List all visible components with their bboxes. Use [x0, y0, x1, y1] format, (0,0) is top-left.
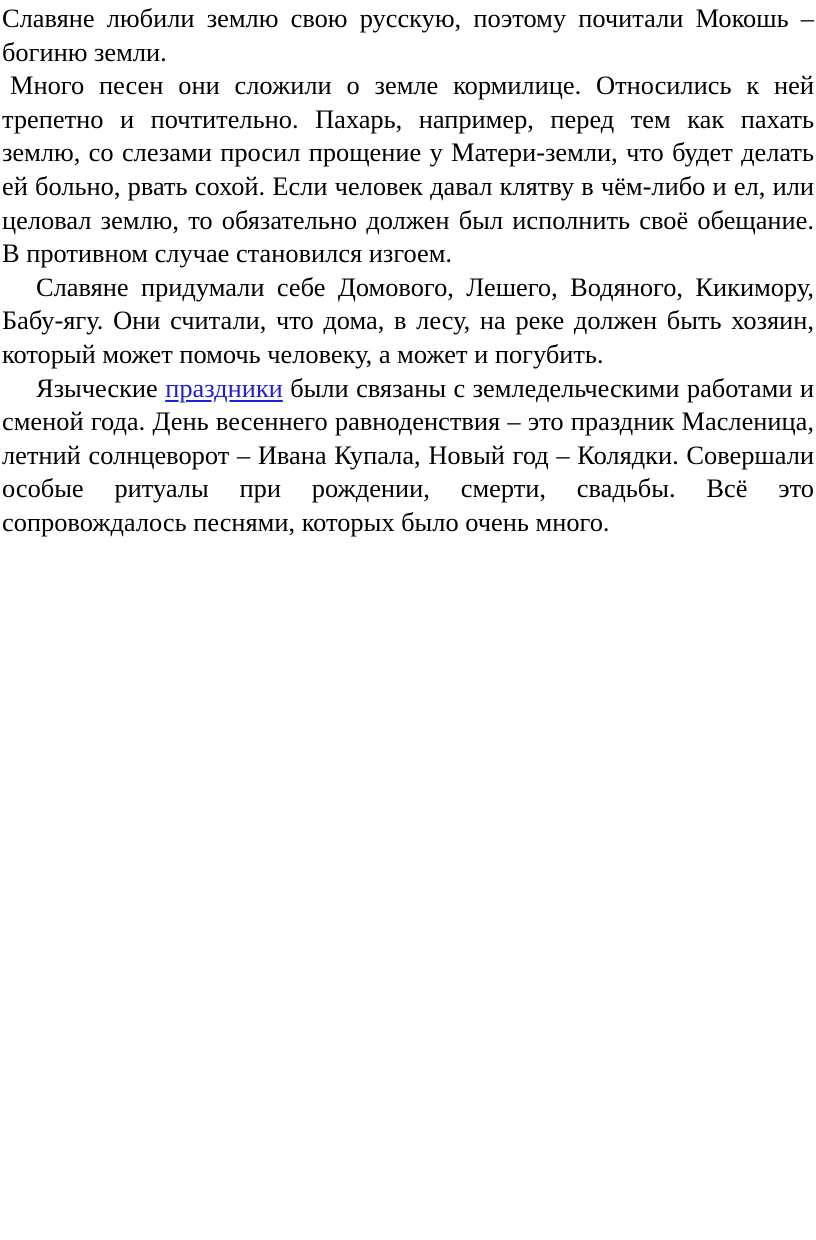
- paragraph-spirits: Славяне придумали себе Домового, Лешего, Водяного, Кикимору, Бабу-ягу. Они считали, что дома, в лесу, на реке должен быть хозяин, который может помочь человеку, а может и погубить.: [2, 271, 814, 369]
- paragraph-mokosh: Славяне любили землю свою русскую, поэтому почитали Мокошь – богиню земли.: [2, 3, 814, 67]
- paragraph-earth-songs: Много песен они сложили о земле кормилице. Относились к ней трепетно и почтительно. Пахарь, например, перед тем как пахать землю, со слезами просил прощение у Матери-земли, что будет делать ей больно, рвать сохой. Если человек давал клятву в чём-либо и ел, или целовал землю, то обязательно должен был исполнить своё обещание. В противном случае становился изгоем.: [2, 70, 814, 269]
- paragraph-holidays-start: Языческие: [36, 372, 166, 403]
- paragraph-holidays-rest: были связаны с земледельческими работами и сменой года. День весеннего равноденствия – это праздник Масленица, летний солнцеворот – Ивана Купала, Новый год – Колядки. Совершали особые ритуалы при рождении, смерти, свадьбы. Всё это сопровождалось песнями, которых было очень много.: [2, 372, 814, 537]
- holidays-link[interactable]: праздники: [165, 372, 283, 403]
- paragraph-holidays: [2, 372, 814, 540]
- document-body: [2, 2, 814, 540]
